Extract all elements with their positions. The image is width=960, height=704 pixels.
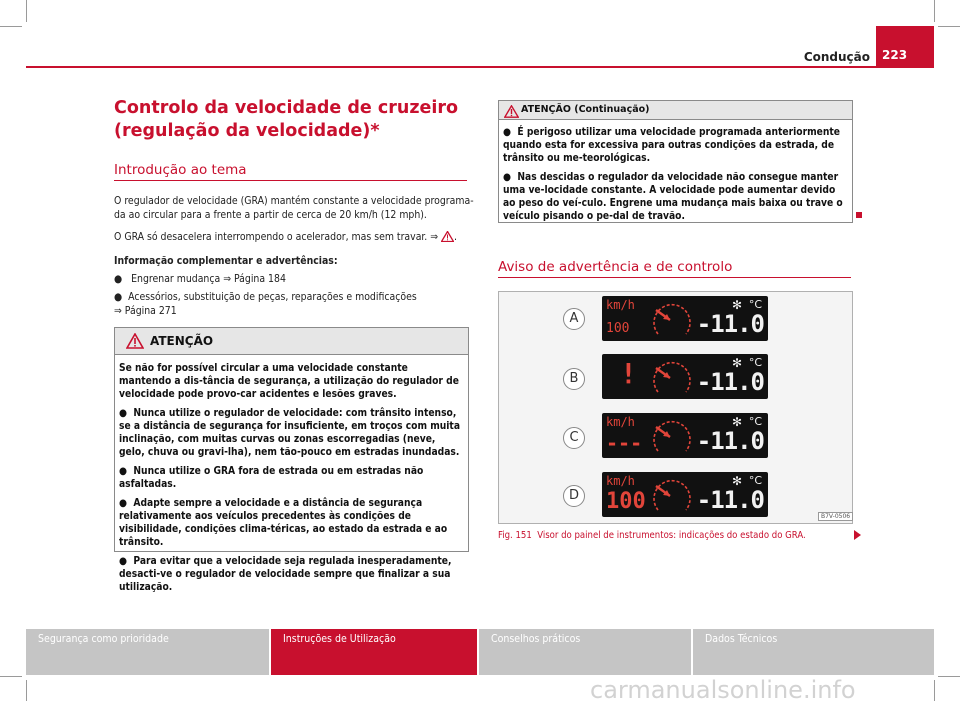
subtitle: Introdução ao tema: [114, 162, 247, 178]
footer-tab-seguranca[interactable]: [26, 629, 269, 675]
warning-item-text: Adapte sempre a velocidade e a distância de segurança relativamente aos veículos precedentes às condições de visibilidade, condições clima-téricas, ao estado da estrada e ao trânsito.: [119, 498, 448, 548]
bullet-dot-icon: ●: [114, 291, 123, 303]
gra-paragraph-end: .: [454, 231, 458, 243]
page-title-line1: Controlo da velocidade de cruzeiro: [114, 98, 459, 118]
crop-mark: [934, 0, 935, 22]
crop-mark: [938, 26, 960, 27]
end-of-section-marker: [856, 212, 862, 218]
warning-item-text: É perigoso utilizar uma velocidade programada anteriormente quando esta for excessiva para outras condições da estrada, de trânsito ou me-teorológicas.: [503, 127, 840, 164]
warning-item-text: Para evitar que a velocidade seja regulada inesperadamente, desacti-ve o regulador de velocidade sempre que finalizar a sua utilização.: [119, 556, 452, 593]
figure-caption: [498, 530, 806, 541]
display-speed: ---: [606, 431, 643, 455]
display-speed: 100: [606, 489, 646, 514]
footer-tab-label: Segurança como prioridade: [38, 633, 169, 645]
crop-mark: [938, 676, 960, 677]
warning-body: [499, 120, 852, 223]
warning-title: ATENÇÃO: [150, 334, 214, 348]
snowflake-icon: ✻: [732, 474, 743, 488]
warning-triangle-icon: [441, 231, 454, 246]
watermark: carmanualsonline.info: [590, 676, 856, 704]
warning-item: [119, 555, 462, 594]
footer-tab-conselhos[interactable]: [479, 629, 691, 675]
display-unit: km/h: [606, 415, 635, 429]
bullet-item: [114, 272, 286, 286]
cluster-display: [602, 296, 768, 341]
display-temperature: -11.0: [696, 427, 764, 455]
snowflake-icon: ✻: [732, 298, 743, 312]
page-number-box: [876, 26, 934, 68]
page-title-line2: (regulação da velocidade)*: [114, 121, 380, 141]
warning-body: [115, 355, 468, 594]
next-page-arrow-icon: [854, 530, 861, 540]
gra-paragraph: [114, 230, 457, 246]
speedometer-icon: [648, 419, 696, 457]
display-speed: 100: [606, 321, 630, 336]
warning-triangle-icon: [126, 333, 144, 353]
warning-item: [119, 407, 462, 459]
cluster-display: [602, 472, 768, 517]
display-warning-symbol: !: [620, 357, 637, 390]
bullet-dot-icon: ●: [119, 466, 134, 477]
display-letter: C: [563, 427, 585, 449]
footer-tab-instrucoes[interactable]: [271, 629, 477, 675]
bullet-item: [114, 290, 417, 318]
warning-intro: Se não for possível circular a uma velocidade constante mantendo a dis-tância de segurança, a utilização do regulador de velocidade pode provo-car acidentes e lesões graves.: [119, 363, 459, 400]
crop-mark: [934, 680, 935, 701]
display-unit: km/h: [606, 298, 635, 312]
warning-title: ATENÇÃO (Continuação): [521, 104, 650, 115]
display-temperature: -11.0: [696, 368, 764, 396]
footer-tab-dados[interactable]: [693, 629, 934, 675]
display-degree: °C: [748, 474, 762, 487]
bullet-text: Acessórios, substituição de peças, reparações e modificações: [128, 291, 417, 303]
footer-tab-label: Instruções de Utilização: [283, 633, 396, 645]
display-temperature: -11.0: [696, 486, 764, 514]
snowflake-icon: ✻: [732, 356, 743, 370]
page-number: 223: [882, 48, 908, 62]
warning-item: [503, 126, 846, 165]
caption-label: Fig. 151: [498, 530, 532, 541]
warning-item: [119, 465, 462, 491]
display-letter: D: [563, 485, 585, 507]
display-temperature: -11.0: [696, 310, 764, 338]
section-title-rule: [498, 277, 851, 278]
header-rule: [26, 66, 934, 68]
warning-box-continued: [498, 100, 853, 223]
snowflake-icon: ✻: [732, 415, 743, 429]
intro-paragraph: [114, 194, 474, 222]
section-title: Aviso de advertência e de controlo: [498, 259, 733, 275]
crop-mark: [26, 680, 27, 701]
intro-line: da ao circular para a frente a partir de cerca de 20 km/h (12 mph).: [114, 209, 427, 221]
warning-item-text: Nunca utilize o regulador de velocidade: com trânsito intenso, se a distância de segurança for insuficiente, em troços com muita inclinação, com muitas curvas ou zonas escorregadias (neve, gelo, chuva ou gravi-lha), nem tão-pouco em estradas inundadas.: [119, 408, 460, 458]
warning-item: [503, 171, 846, 223]
cluster-display: [602, 354, 768, 399]
warning-triangle-icon: [504, 103, 519, 122]
footer-tab-label: Conselhos práticos: [491, 633, 581, 645]
bullet-dot-icon: ●: [503, 127, 518, 138]
caption-text: Visor do painel de instrumentos: indicações do estado do GRA.: [537, 530, 806, 541]
warning-header: [115, 328, 468, 355]
bullet-dot-icon: ●: [119, 556, 134, 567]
info-heading: Informação complementar e advertências:: [114, 255, 338, 267]
crop-mark: [0, 676, 22, 677]
display-letter: B: [563, 368, 585, 390]
crop-mark: [0, 26, 22, 27]
cluster-display: [602, 413, 768, 458]
header-section-name: Condução: [803, 50, 870, 64]
display-degree: °C: [748, 298, 762, 311]
speedometer-icon: [648, 478, 696, 516]
display-unit: km/h: [606, 474, 635, 488]
bullet-dot-icon: ●: [114, 273, 123, 285]
warning-item-text: Nunca utilize o GRA fora de estrada ou em estradas não asfaltadas.: [119, 466, 424, 490]
warning-item: [119, 497, 462, 549]
display-degree: °C: [748, 356, 762, 369]
figure-code: B7V-0506: [818, 512, 853, 521]
intro-line: O regulador de velocidade (GRA) mantém constante a velocidade programa-: [114, 195, 474, 207]
bullet-dot-icon: ●: [119, 408, 134, 419]
bullet-dot-icon: ●: [503, 172, 518, 183]
subtitle-rule: [114, 180, 467, 181]
warning-box: [114, 327, 469, 593]
display-letter: A: [563, 308, 585, 330]
warning-item-text: Nas descidas o regulador da velocidade não consegue manter uma ve-locidade constante. A velocidade pode aumentar devido ao peso do veí-culo. Engrene uma mudança mais baixa ou trave o veículo pisando o pe-dal de travão.: [503, 172, 843, 222]
speedometer-icon: [648, 302, 696, 340]
gra-paragraph-text: O GRA só desacelera interrompendo o acelerador, mas sem travar. ⇒: [114, 231, 439, 243]
bullet-dot-icon: ●: [119, 498, 134, 509]
crop-mark: [26, 0, 27, 22]
link-engrenar[interactable]: Engrenar mudança ⇒ Página 184: [131, 273, 286, 285]
link-page-271[interactable]: ⇒ Página 271: [114, 305, 177, 317]
display-degree: °C: [748, 415, 762, 428]
footer-tab-label: Dados Técnicos: [705, 633, 778, 645]
speedometer-icon: [648, 360, 696, 398]
warning-header: [499, 101, 852, 120]
